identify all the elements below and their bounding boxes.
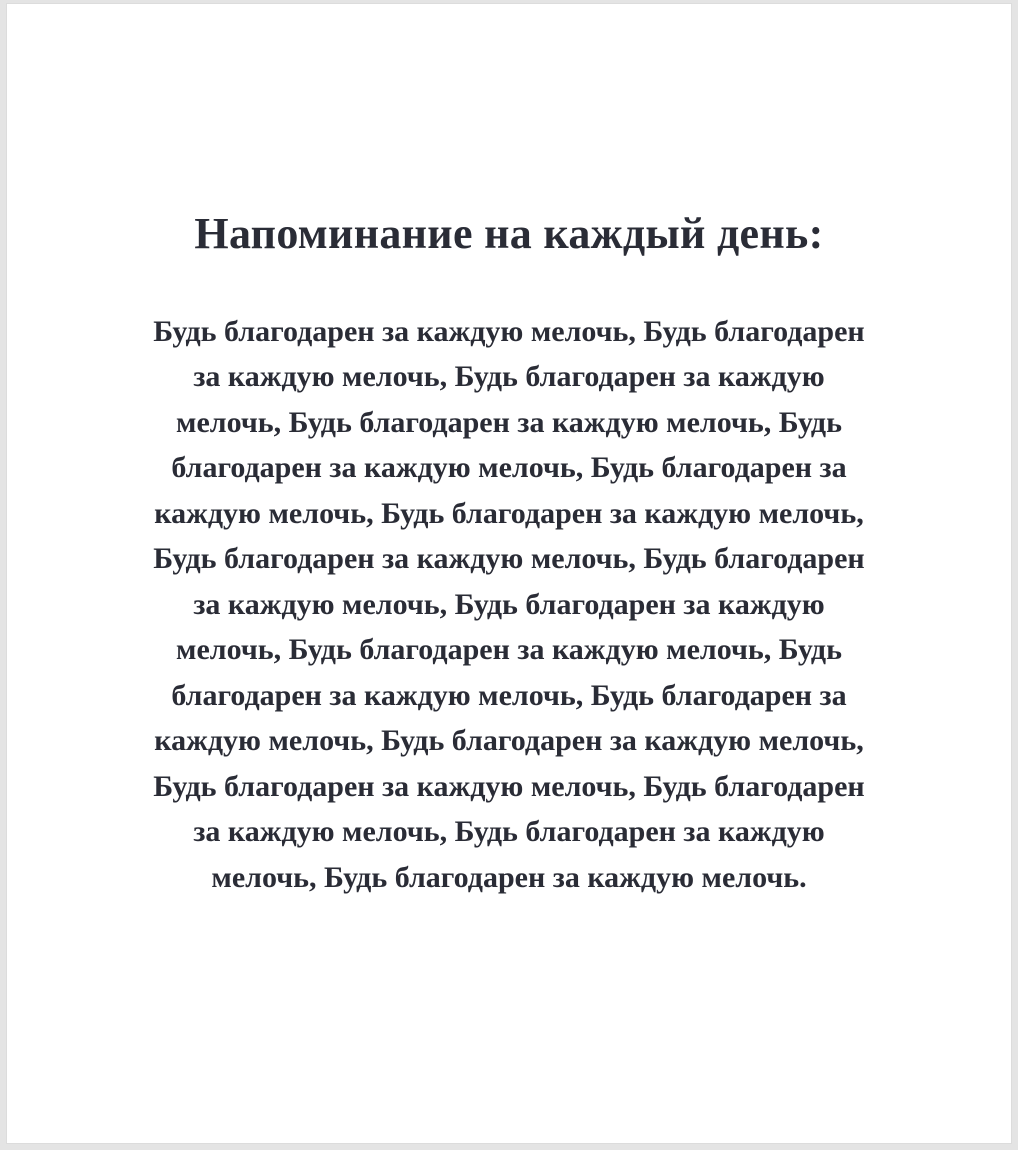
- body-line: мелочь, Будь благодарен за каждую мелочь, Будь: [176, 633, 842, 667]
- body-line: Будь благодарен за каждую мелочь, Будь благодарен: [153, 769, 865, 803]
- body-line: Будь благодарен за каждую мелочь, Будь благодарен: [153, 542, 865, 576]
- body-paragraph: [7, 309, 1011, 901]
- body-line: за каждую мелочь, Будь благодарен за каждую: [193, 360, 825, 394]
- body-line: каждую мелочь, Будь благодарен за каждую мелочь,: [154, 496, 864, 530]
- body-line: Будь благодарен за каждую мелочь, Будь благодарен: [153, 314, 865, 348]
- body-line: мелочь, Будь благодарен за каждую мелочь, Будь: [176, 405, 842, 439]
- body-line: за каждую мелочь, Будь благодарен за каждую: [193, 815, 825, 849]
- page-title: Напоминание на каждый день:: [194, 209, 824, 258]
- body-line: мелочь, Будь благодарен за каждую мелочь.: [211, 860, 807, 894]
- body-line: каждую мелочь, Будь благодарен за каждую мелочь,: [154, 724, 864, 758]
- body-line: за каждую мелочь, Будь благодарен за каждую: [193, 587, 825, 621]
- body-line: благодарен за каждую мелочь, Будь благодарен за: [171, 451, 847, 485]
- body-line: благодарен за каждую мелочь, Будь благодарен за: [171, 678, 847, 712]
- document-page: [7, 4, 1011, 1143]
